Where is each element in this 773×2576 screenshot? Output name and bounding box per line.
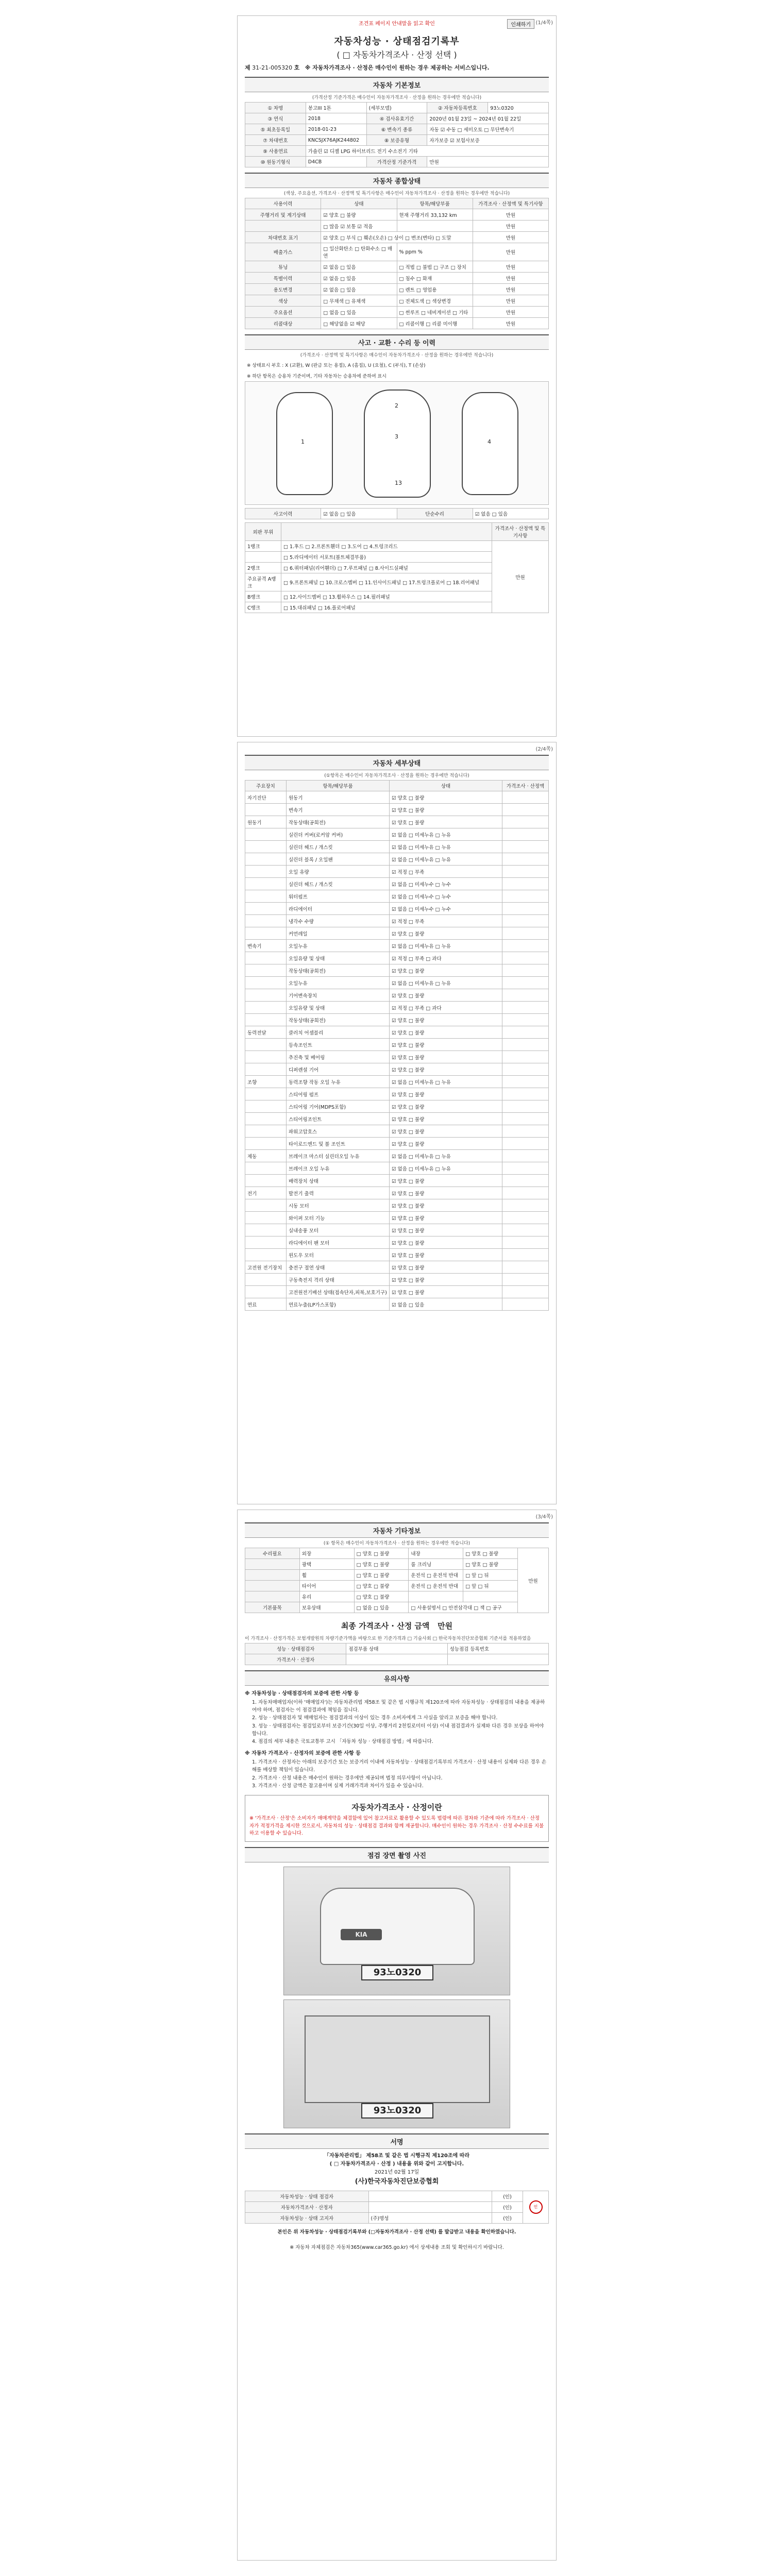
detail-status: ☑ 양호 □ 불량 — [390, 1249, 502, 1261]
detail-price — [502, 1125, 549, 1138]
license-plate: 93노0320 — [361, 1965, 433, 1980]
detail-category — [245, 804, 287, 816]
detail-status: ☑ 양호 □ 불량 — [390, 804, 502, 816]
note-item: 3. 가격조사 · 산정 금액은 참고용이며 실제 거래가격과 차이가 있을 수 있습니다. — [252, 1783, 424, 1789]
accident-part-table: 외판 부위 가격조사 · 산정액 및 특기사항 1랭크 □ 1.후드 □ 2.프론트휀더 □ 3.도어 □ 4.트렁크리드 만원 □ 5.라디에이터 서포트(볼트체결부품) 2랭크 □ 6.쿼터패널(리어휀더) □ 7.루프패널 □ 8.사이드실패널 주요골격 A랭크 □ 9.프론트패널 □ 10.크로스멤버 □ 11.인사이드패널 □ 17.트렁크플로어 □ 18.리어패널 B랭크 □ 12.사이드멤버 □ 13.휠하우스 □ 14.필러패널 C랭크 □ 15.대쉬패널 □ 16.플로어패널 — [245, 522, 549, 613]
detail-price — [502, 1100, 549, 1113]
detail-item: 실내송풍 모터 — [287, 1224, 390, 1236]
detail-price — [502, 1026, 549, 1039]
detail-price — [502, 1076, 549, 1088]
detail-item: 실린더 블록 / 오일팬 — [287, 853, 390, 866]
final-note: 이 가격조사 · 산정가격은 보험개발원의 차량기준가액을 바탕으로 한 기준가격과 □ 기술사회 □ 한국자동차진단보증협회 기준서를 적용하였음 — [245, 1636, 531, 1641]
detail-category: 전기 — [245, 1187, 287, 1199]
detail-price — [502, 940, 549, 952]
car-diagram — [245, 381, 549, 505]
table-row — [245, 1261, 549, 1274]
detail-category — [245, 866, 287, 878]
detail-price — [502, 1088, 549, 1100]
detail-category — [245, 1100, 287, 1113]
detail-price — [502, 1175, 549, 1187]
table-row — [245, 1162, 549, 1175]
summary-title: 자동차 종합상태 — [245, 173, 549, 188]
basic-info-section — [245, 77, 549, 167]
table-row — [245, 804, 549, 816]
detail-price — [502, 1014, 549, 1026]
detail-section — [245, 755, 549, 1311]
note-item: 4. 점검의 세부 내용은 국토교통부 고시 「자동차 성능 · 상태점검 방법」에 따릅니다. — [252, 1738, 433, 1744]
detail-item: 원동기 — [287, 791, 390, 804]
sign-law-2: ( □ 자동차가격조사 · 산정 ) 내용을 위와 같이 고지합니다. — [329, 2161, 464, 2167]
truck-front-image — [320, 1888, 475, 1965]
page-number: (1/4쪽) — [535, 20, 553, 26]
detail-category: 원동기 — [245, 816, 287, 828]
table-row — [245, 1014, 549, 1026]
detail-price — [502, 816, 549, 828]
detail-category: 고전원 전기장치 — [245, 1261, 287, 1274]
detail-item: 브레이크 오일 누유 — [287, 1162, 390, 1175]
page-number-2: (2/4쪽) — [535, 747, 553, 752]
detail-category — [245, 1162, 287, 1175]
detail-item: 작동상태(공회전) — [287, 964, 390, 977]
table-row — [245, 1088, 549, 1100]
detail-price — [502, 1249, 549, 1261]
detail-price — [502, 927, 549, 940]
table-row — [245, 1212, 549, 1224]
detail-status: ☑ 양호 □ 불량 — [390, 1039, 502, 1051]
detail-item: 냉각수 수량 — [287, 915, 390, 927]
detail-category — [245, 1274, 287, 1286]
detail-price — [502, 1199, 549, 1212]
detail-item: 타이로드엔드 및 볼 조인트 — [287, 1138, 390, 1150]
detail-item: 충전구 절연 상태 — [287, 1261, 390, 1274]
detail-status: ☑ 양호 □ 불량 — [390, 1175, 502, 1187]
front-photo — [283, 1867, 510, 1995]
detail-item: 시동 모터 — [287, 1199, 390, 1212]
detail-table: 주요장치 항목/해당부품 상태 가격조사 · 산정액 자기진단 원동기 ☑ 양호 □ 불량 변속기 ☑ 양호 □ 불량 원동기 작동상태(공회전) ☑ 양호 □ 불량 실린더 커버(로커암 커버) ☑ 없음 □ 미세누유 □ 누유 실린더 헤드 / 개스킷 ☑ 없음 □ 미세누유 □ 누유 실린더 블록 / 오일팬 ☑ 없음 □ 미세누유 □ 누유 오일 유량 ☑ 적정 □ 부족 실린더 헤드 / 개스킷 ☑ 없음 □ 미세누수 □ 누수 워터펌프 ☑ 없음 □ 미세누수 □ 누수 라디에이터 ☑ 없음 □ 미세누수 □ 누수 냉각수 수량 ☑ 적정 □ 부족 커먼레일 ☑ 양호 □ 불량 변속기 오일누유 ☑ 없음 □ 미세누유 □ 누유 오일유량 및 상태 ☑ 적정 □ 부족 □ 과다 작동상태(공회전) ☑ 양호 □ 불량 오일누유 ☑ 없음 □ 미세누유 □ 누유 기어변속장치 ☑ 양호 □ 불량 오일유량 및 상태 ☑ 적정 □ 부족 □ 과다 작동상태(공회전) ☑ 양호 □ 불량 동력전달 클러치 어셈블리 ☑ 양호 □ 불량 등속조인트 ☑ 양호 □ 불량 추진축 및 베어링 ☑ 양호 □ 불량 디퍼렌셜 기어 ☑ 양호 □ 불량 조향 동력조향 작동 오일 누유 ☑ 없음 □ 미세누유 □ 누유 스티어링 펌프 ☑ 양호 □ 불량 스티어링 기어(MDPS포함) ☑ 양호 □ 불량 스티어링조인트 ☑ 양호 □ 불량 파워고압호스 ☑ 양호 □ 불량 타이로드엔드 및 볼 조인트 ☑ 양호 □ 불량 제동 브레이크 마스터 실린더오일 누유 ☑ 없음 □ 미세누유 □ 누유 브레이크 오일 누유 ☑ 없음 □ 미세누유 □ 누유 배력장치 상태 ☑ 양호 □ 불량 전기 발전기 출력 ☑ 양호 □ 불량 시동 모터 ☑ 양호 □ 불량 와이퍼 모터 기능 ☑ 양호 □ 불량 실내송풍 모터 ☑ 양호 □ 불량 라디에이터 팬 모터 ☑ 양호 □ 불량 윈도우 모터 ☑ 양호 □ 불량 고전원 전기장치 충전구 절연 상태 ☑ 양호 □ 불량 구동축전지 격리 상태 ☑ 양호 □ 불량 고전원전기배선 상태(접속단자,피복,보호기구) ☑ 양호 □ 불량 연료 연료누출(LP가스포함) ☑ 없음 □ 있음 — [245, 780, 549, 1311]
other-title: 자동차 기타정보 — [245, 1522, 549, 1538]
detail-category — [245, 1175, 287, 1187]
detail-category: 조향 — [245, 1076, 287, 1088]
detail-price — [502, 903, 549, 915]
detail-status: ☑ 양호 □ 불량 — [390, 1224, 502, 1236]
detail-status: ☑ 양호 □ 불량 — [390, 1026, 502, 1039]
detail-price — [502, 804, 549, 816]
table-row — [245, 1138, 549, 1150]
detail-status: ☑ 양호 □ 불량 — [390, 1212, 502, 1224]
table-row — [245, 1175, 549, 1187]
detail-price — [502, 964, 549, 977]
detail-category — [245, 1014, 287, 1026]
detail-category — [245, 1113, 287, 1125]
detail-status: ☑ 양호 □ 불량 — [390, 1236, 502, 1249]
table-row — [245, 1039, 549, 1051]
detail-price — [502, 1063, 549, 1076]
sign-table: 자동차성능 · 상태 점검자 (인) 인 자동차가격조사 · 산정자 (인) 자동차성능 · 상태 고지자 (주)명성 (인) — [245, 2191, 549, 2224]
basic-info-table: ① 차명 봉고III 1톤 (세부모델) ② 자동차등록번호 93노0320 ③ 연식 2018 ④ 검사유효기간 2020년 01월 23일 ~ 2024년 01월 22일 ⑤ 최초등록일 2018-01-23 ⑥ 변속기 종류 자동 ☑ 수동 □ 세미오토 □ 무단변속기 ⑦ 차대번호 KNCSJX76AJK244802 ⑧ 보증유형 자가보증 ☑ 보험사보증 ⑨ 사용연료 가솔린 ☑ 디젤 LPG 하이브리드 전기 수소전기 기타 ⑩ 원동기형식 D4CB 가격산정 기준가격 만원 — [245, 102, 549, 167]
detail-price — [502, 890, 549, 903]
detail-status: ☑ 없음 □ 미세누수 □ 누수 — [390, 890, 502, 903]
detail-category: 변속기 — [245, 940, 287, 952]
detail-title: 자동차 세부상태 — [245, 755, 549, 770]
detail-item: 오일유량 및 상태 — [287, 1002, 390, 1014]
detail-price — [502, 1286, 549, 1298]
detail-status: ☑ 없음 □ 미세누유 □ 누유 — [390, 841, 502, 853]
detail-status: ☑ 없음 □ 미세누수 □ 누수 — [390, 903, 502, 915]
detail-item: 등속조인트 — [287, 1039, 390, 1051]
detail-status: ☑ 없음 □ 미세누유 □ 누유 — [390, 1162, 502, 1175]
detail-price — [502, 1274, 549, 1286]
table-row — [245, 1150, 549, 1162]
summary-section — [245, 173, 549, 329]
sign-date: 2021년 02월 17일 — [374, 2170, 419, 2176]
detail-price — [502, 989, 549, 1002]
detail-category — [245, 1286, 287, 1298]
table-row — [245, 989, 549, 1002]
page-3 — [237, 1510, 557, 2561]
table-row — [245, 841, 549, 853]
detail-category: 제동 — [245, 1150, 287, 1162]
detail-price — [502, 853, 549, 866]
detail-item: 작동상태(공회전) — [287, 816, 390, 828]
sign-title: 서명 — [245, 2133, 549, 2149]
detail-item: 파워고압호스 — [287, 1125, 390, 1138]
detail-price — [502, 952, 549, 964]
detail-status: ☑ 양호 □ 불량 — [390, 1100, 502, 1113]
detail-item: 기어변속장치 — [287, 989, 390, 1002]
detail-price — [502, 1162, 549, 1175]
detail-category — [245, 1125, 287, 1138]
detail-category — [245, 903, 287, 915]
detail-status: ☑ 양호 □ 불량 — [390, 791, 502, 804]
table-row — [245, 1199, 549, 1212]
detail-price — [502, 1187, 549, 1199]
kia-logo-icon: KIA — [341, 1929, 382, 1940]
detail-item: 오일유량 및 상태 — [287, 952, 390, 964]
detail-item: 오일누유 — [287, 940, 390, 952]
detail-status: ☑ 양호 □ 불량 — [390, 1051, 502, 1063]
table-row — [245, 1063, 549, 1076]
detail-category — [245, 915, 287, 927]
detail-status: ☑ 없음 □ 미세누유 □ 누유 — [390, 1150, 502, 1162]
accident-legend: ※ 상태표시 부호 : X (교환), W (판금 또는 용접), A (흠집), U (요철), C (부식), T (손상) — [247, 363, 426, 368]
detail-price — [502, 1150, 549, 1162]
page-title: 자동차성능 · 상태점검기록부 — [334, 36, 460, 47]
sign-receipt: 본인은 위 자동차성능 · 상태점검기록부와 (□자동차가격조사 · 산정 선택) 를 발급받고 내용을 확인하였습니다. — [277, 2229, 516, 2235]
detail-item: 연료누출(LP가스포함) — [287, 1298, 390, 1311]
detail-price — [502, 841, 549, 853]
detail-price — [502, 915, 549, 927]
detail-status: ☑ 없음 □ 미세누유 □ 누유 — [390, 940, 502, 952]
notes-heading-2: ※ 자동차 가격조사 · 산정자의 보증에 관한 사항 등 — [245, 1751, 361, 1757]
table-row — [245, 1125, 549, 1138]
detail-price — [502, 1261, 549, 1274]
detail-status: ☑ 양호 □ 불량 — [390, 1014, 502, 1026]
detail-status: ☑ 양호 □ 불량 — [390, 1113, 502, 1125]
note-item: 1. 가격조사 · 산정자는 아래의 보증기간 또는 보증거리 이내에 자동차성능 · 상태점검기록부의 가격조사 · 산정 내용이 실제와 다른 경우 손해를 배상할 책임이 있습니다. — [252, 1759, 547, 1773]
table-row — [245, 791, 549, 804]
price-guide-box — [245, 1795, 549, 1842]
accident-note: (가격조사 · 산정액 및 특기사항은 매수인이 자동차가격조사 · 산정을 원하는 경우에만 적습니다) — [300, 353, 494, 358]
detail-item: 배력장치 상태 — [287, 1175, 390, 1187]
table-row — [245, 1187, 549, 1199]
detail-price — [502, 1039, 549, 1051]
page-2 — [237, 742, 557, 1504]
final-title: 최종 가격조사 · 산정 금액 — [341, 1621, 430, 1631]
detail-status: ☑ 적정 □ 부족 □ 과다 — [390, 1002, 502, 1014]
car-label-1: 1 — [301, 438, 305, 445]
detail-item: 실린더 헤드 / 개스킷 — [287, 878, 390, 890]
detail-price — [502, 791, 549, 804]
detail-status: ☑ 양호 □ 불량 — [390, 989, 502, 1002]
table-row — [245, 878, 549, 890]
detail-item: 커먼레일 — [287, 927, 390, 940]
accident-title: 사고 · 교환 · 수리 등 이력 — [245, 334, 549, 350]
car-label-3: 3 — [395, 433, 398, 440]
detail-category — [245, 977, 287, 989]
table-row — [245, 1249, 549, 1261]
detail-price — [502, 1138, 549, 1150]
car-label-13: 13 — [395, 480, 402, 486]
accident-legend-2: ※ 하단 항목은 승용차 기준이며, 기타 자동차는 승용차에 준하여 표시 — [247, 374, 386, 379]
detail-status: ☑ 양호 □ 불량 — [390, 1199, 502, 1212]
table-row — [245, 1113, 549, 1125]
detail-item: 동력조향 작동 오일 누유 — [287, 1076, 390, 1088]
table-row — [245, 903, 549, 915]
detail-item: 변속기 — [287, 804, 390, 816]
detail-status: ☑ 없음 □ 있음 — [390, 1298, 502, 1311]
detail-status: ☑ 적정 □ 부족 — [390, 866, 502, 878]
detail-status: ☑ 양호 □ 불량 — [390, 1286, 502, 1298]
detail-status: ☑ 없음 □ 미세누유 □ 누유 — [390, 853, 502, 866]
detail-category — [245, 1236, 287, 1249]
note-item: 2. 가격조사 · 산정 내용은 매수인이 원하는 경우에만 제공되며 법정 의무사항이 아닙니다. — [252, 1775, 443, 1781]
photo-title: 점검 장면 촬영 사진 — [245, 1847, 549, 1862]
car-label-4: 4 — [488, 438, 491, 445]
summary-table: 사용이력 상태 항목/해당부품 가격조사 · 산정액 및 특기사항 주행거리 및 계기상태 ☑ 양호 □ 불량 현재 주행거리 33,132 km 만원 □ 많음 ☑ 보통 ☑ 적음 만원 차대번호 표기 ☑ 양호 □ 부식 □ 훼손(오손) □ 상이 □ 변조(변타) □ 도말 만원 배출가스 □ 일산화탄소 □ 탄화수소 □ 매연 % ppm % 만원 튜닝 ☑ 없음 □ 있음 □ 적법 □ 불법 □ 구조 □ 장치 만원 특별이력 ☑ 없음 □ 있음 □ 침수 □ 화재 만원 용도변경 ☑ 없음 □ 있음 □ 렌트 □ 영업용 만원 색상 □ 무채색 □ 유채색 □ 전체도색 □ 색상변경 만원 주요옵션 □ 없음 □ 있음 □ 썬루프 □ 네비게이션 □ 기타 만원 리콜대상 □ 해당없음 ☑ 해당 □ 리콜이행 □ 리콜 미이행 만원 — [245, 198, 549, 329]
detail-price — [502, 1212, 549, 1224]
car-label-2: 2 — [395, 402, 398, 409]
table-row — [245, 1026, 549, 1039]
detail-item: 작동상태(공회전) — [287, 1014, 390, 1026]
detail-category — [245, 927, 287, 940]
table-row — [245, 1274, 549, 1286]
guide-title: 자동차가격조사 · 산정이란 — [351, 1802, 442, 1812]
detail-item: 클러치 어셈블리 — [287, 1026, 390, 1039]
detail-category — [245, 828, 287, 841]
table-row — [245, 890, 549, 903]
car365-footer-link[interactable]: ※ 자동차 자체점검은 자동차365(www.car365.go.kr) 에서 상세내용 조회 및 확인하시기 바랍니다. — [290, 2244, 504, 2250]
table-row — [245, 952, 549, 964]
detail-item: 스티어링조인트 — [287, 1113, 390, 1125]
detail-price — [502, 1224, 549, 1236]
detail-status: ☑ 양호 □ 불량 — [390, 927, 502, 940]
accident-table: 사고이력 ☑ 없음 □ 있음 단순수리 ☑ 없음 □ 있음 — [245, 508, 549, 519]
detail-status: ☑ 없음 □ 미세누유 □ 누유 — [390, 828, 502, 841]
detail-category — [245, 952, 287, 964]
detail-status: ☑ 없음 □ 미세누수 □ 누수 — [390, 878, 502, 890]
detail-status: ☑ 양호 □ 불량 — [390, 1138, 502, 1150]
other-section — [245, 1522, 549, 1613]
table-row — [245, 927, 549, 940]
detail-item: 실린더 헤드 / 개스킷 — [287, 841, 390, 853]
final-unit: 만원 — [438, 1621, 453, 1631]
detail-price — [502, 1298, 549, 1311]
final-table: 성능 · 상태점검자 점검부품 상태 성능점검 등록번호 가격조사 · 산정자 — [245, 1643, 549, 1665]
detail-status: ☑ 없음 □ 미세누유 □ 누유 — [390, 977, 502, 989]
detail-price — [502, 866, 549, 878]
detail-price — [502, 878, 549, 890]
basic-info-title: 자동차 기본정보 — [245, 77, 549, 92]
detail-price — [502, 1113, 549, 1125]
notes-heading-1: ※ 자동차성능 · 상태점검자의 보증에 관한 사항 등 — [245, 1691, 359, 1697]
detail-category — [245, 1138, 287, 1150]
detail-category: 동력전달 — [245, 1026, 287, 1039]
detail-item: 오일누유 — [287, 977, 390, 989]
detail-status: ☑ 적정 □ 부족 — [390, 915, 502, 927]
detail-item: 브레이크 마스터 실린더오일 누유 — [287, 1150, 390, 1162]
detail-category — [245, 853, 287, 866]
guide-text: ※ '가격조사 · 산정'은 소비자가 매매계약을 체결함에 있어 참고자료로 활용할 수 있도록 법령에 따른 절차와 기준에 따라 가격조사 · 산정자가 적정가격을 제시한 것으로서, 자동차의 성능 · 상태점검 결과와 함께 제공합니다. 매수인이 원하는 경우 가격조사 · 산정 수수료를 지불하고 이용할 수 있습니다. — [249, 1816, 544, 1836]
page-subtitle: ( □ 자동차가격조사 · 산정 선택 ) — [337, 50, 457, 60]
print-button[interactable]: 인쇄하기 — [507, 19, 534, 29]
license-plate-rear: 93노0320 — [361, 2103, 433, 2119]
table-row — [245, 866, 549, 878]
accident-section — [245, 334, 549, 613]
doc-number: 제 31-21-005320 호 ※ 자동차가격조사 · 산정은 매수인이 원하는 경우 제공하는 서비스입니다. — [245, 64, 490, 71]
page-1 — [237, 15, 557, 737]
seal-icon: 인 — [529, 2200, 543, 2214]
detail-price — [502, 1051, 549, 1063]
table-row — [245, 1076, 549, 1088]
detail-status: ☑ 양호 □ 불량 — [390, 1187, 502, 1199]
detail-item: 스티어링 펌프 — [287, 1088, 390, 1100]
detail-status: ☑ 양호 □ 불량 — [390, 1063, 502, 1076]
note-item: 2. 성능 · 상태점검자 및 매매업자는 점검결과의 이상이 있는 경우 소비자에게 그 사실을 알리고 보증을 해야 합니다. — [252, 1715, 498, 1721]
detail-category — [245, 841, 287, 853]
table-row — [245, 828, 549, 841]
table-row — [245, 816, 549, 828]
detail-category — [245, 1039, 287, 1051]
detail-note: (①항목은 매수인이 자동차가격조사 · 산정을 원하는 경우에만 적습니다) — [324, 773, 469, 778]
sign-org: (사)한국자동차진단보증협회 — [355, 2178, 439, 2186]
detail-category: 연료 — [245, 1298, 287, 1311]
table-row — [245, 1236, 549, 1249]
detail-price — [502, 1236, 549, 1249]
detail-item: 워터펌프 — [287, 890, 390, 903]
table-row — [245, 1002, 549, 1014]
notes-section — [245, 1670, 549, 1790]
detail-category — [245, 964, 287, 977]
detail-item: 디퍼렌셜 기어 — [287, 1063, 390, 1076]
notes-title: 유의사항 — [245, 1670, 549, 1686]
photo-section — [245, 1847, 549, 2128]
detail-category — [245, 1199, 287, 1212]
detail-status: ☑ 적정 □ 부족 □ 과다 — [390, 952, 502, 964]
detail-category — [245, 878, 287, 890]
detail-price — [502, 977, 549, 989]
table-row — [245, 1298, 549, 1311]
detail-category — [245, 1224, 287, 1236]
table-row — [245, 964, 549, 977]
other-table: 수리필요 외장 □ 양호 □ 불량 내장 □ 양호 □ 불량 만원 광택 □ 양호 □ 불량 룸 크리닝 □ 양호 □ 불량 휠 □ 양호 □ 불량 운전석 □ 운전석 반대 □ 앞 □ 뒤 타이어 □ 양호 □ 불량 운전석 □ 운전석 반대 □ 앞 □ 뒤 유리 □ 양호 □ 불량 기본품목 보유상태 □ 없음 □ 있음 □ 사용설명서 □ 안전삼각대 □ 잭 □ 공구 — [245, 1548, 549, 1613]
car-top-left — [276, 392, 333, 495]
other-note: (① 항목은 매수인이 자동차가격조사 · 산정을 원하는 경우에만 적습니다) — [323, 1541, 470, 1546]
table-row — [245, 1051, 549, 1063]
sign-section — [245, 2133, 549, 2255]
table-row — [245, 977, 549, 989]
detail-status: ☑ 양호 □ 불량 — [390, 1125, 502, 1138]
detail-item: 스티어링 기어(MDPS포함) — [287, 1100, 390, 1113]
detail-category — [245, 1088, 287, 1100]
detail-item: 발전기 출력 — [287, 1187, 390, 1199]
table-row — [245, 853, 549, 866]
detail-status: ☑ 양호 □ 불량 — [390, 964, 502, 977]
detail-item: 실린더 커버(로커암 커버) — [287, 828, 390, 841]
detail-category: 자기진단 — [245, 791, 287, 804]
table-row — [245, 1224, 549, 1236]
final-price-section — [245, 1618, 549, 1665]
detail-item: 추진축 및 베어링 — [287, 1051, 390, 1063]
detail-status: ☑ 양호 □ 불량 — [390, 1274, 502, 1286]
detail-category — [245, 989, 287, 1002]
detail-category — [245, 1212, 287, 1224]
detail-price — [502, 1002, 549, 1014]
detail-status: ☑ 양호 □ 불량 — [390, 1088, 502, 1100]
basic-info-note: (가격산정 기준가격은 매수인이 자동차가격조사 · 산정을 원하는 경우에만 적습니다) — [312, 95, 482, 100]
detail-item: 고전원전기배선 상태(접속단자,피복,보호기구) — [287, 1286, 390, 1298]
detail-category — [245, 1051, 287, 1063]
rear-photo — [283, 1999, 510, 2128]
summary-note: (색상, 주요옵션, 가격조사 · 산정액 및 특기사항은 매수인이 자동차가격조사 · 산정을 원하는 경우에만 적습니다) — [283, 191, 510, 196]
detail-category — [245, 1063, 287, 1076]
detail-item: 윈도우 모터 — [287, 1249, 390, 1261]
detail-item: 와이퍼 모터 기능 — [287, 1212, 390, 1224]
table-row — [245, 915, 549, 927]
sign-law: 「자동차관리법」 제58조 및 같은 법 시행규칙 제120조에 따라 — [324, 2153, 470, 2159]
detail-status: ☑ 양호 □ 불량 — [390, 816, 502, 828]
detail-category — [245, 1249, 287, 1261]
detail-status: ☑ 없음 □ 미세누유 □ 누유 — [390, 1076, 502, 1088]
table-row — [245, 940, 549, 952]
table-row — [245, 1100, 549, 1113]
detail-item: 라디에이터 — [287, 903, 390, 915]
table-row — [245, 1286, 549, 1298]
detail-item: 라디에이터 팬 모터 — [287, 1236, 390, 1249]
note-item: 1. 자동차매매업자(이하 '매매업자')는 자동차관리법 제58조 및 같은 법 시행규칙 제120조에 따라 자동차성능 · 상태점검의 내용을 제공하여야 하며, 점검자는 이 점검결과에 책임을 집니다. — [252, 1700, 545, 1714]
detail-item: 구동축전지 격리 상태 — [287, 1274, 390, 1286]
top-notice-link[interactable]: 조견표 페이지 안내말을 읽고 확인 — [359, 21, 435, 27]
detail-price — [502, 828, 549, 841]
truck-rear-image — [305, 2015, 490, 2103]
detail-category — [245, 1002, 287, 1014]
note-item: 3. 성능 · 상태점검자는 점검일로부터 보증기간(30일 이상, 주행거리 2천킬로미터 이상) 이내 점검결과가 실제와 다른 경우 보상을 하여야 합니다. — [252, 1723, 544, 1737]
detail-category — [245, 890, 287, 903]
detail-status: ☑ 양호 □ 불량 — [390, 1261, 502, 1274]
detail-item: 오일 유량 — [287, 866, 390, 878]
page-number-3: (3/4쪽) — [535, 1514, 553, 1520]
